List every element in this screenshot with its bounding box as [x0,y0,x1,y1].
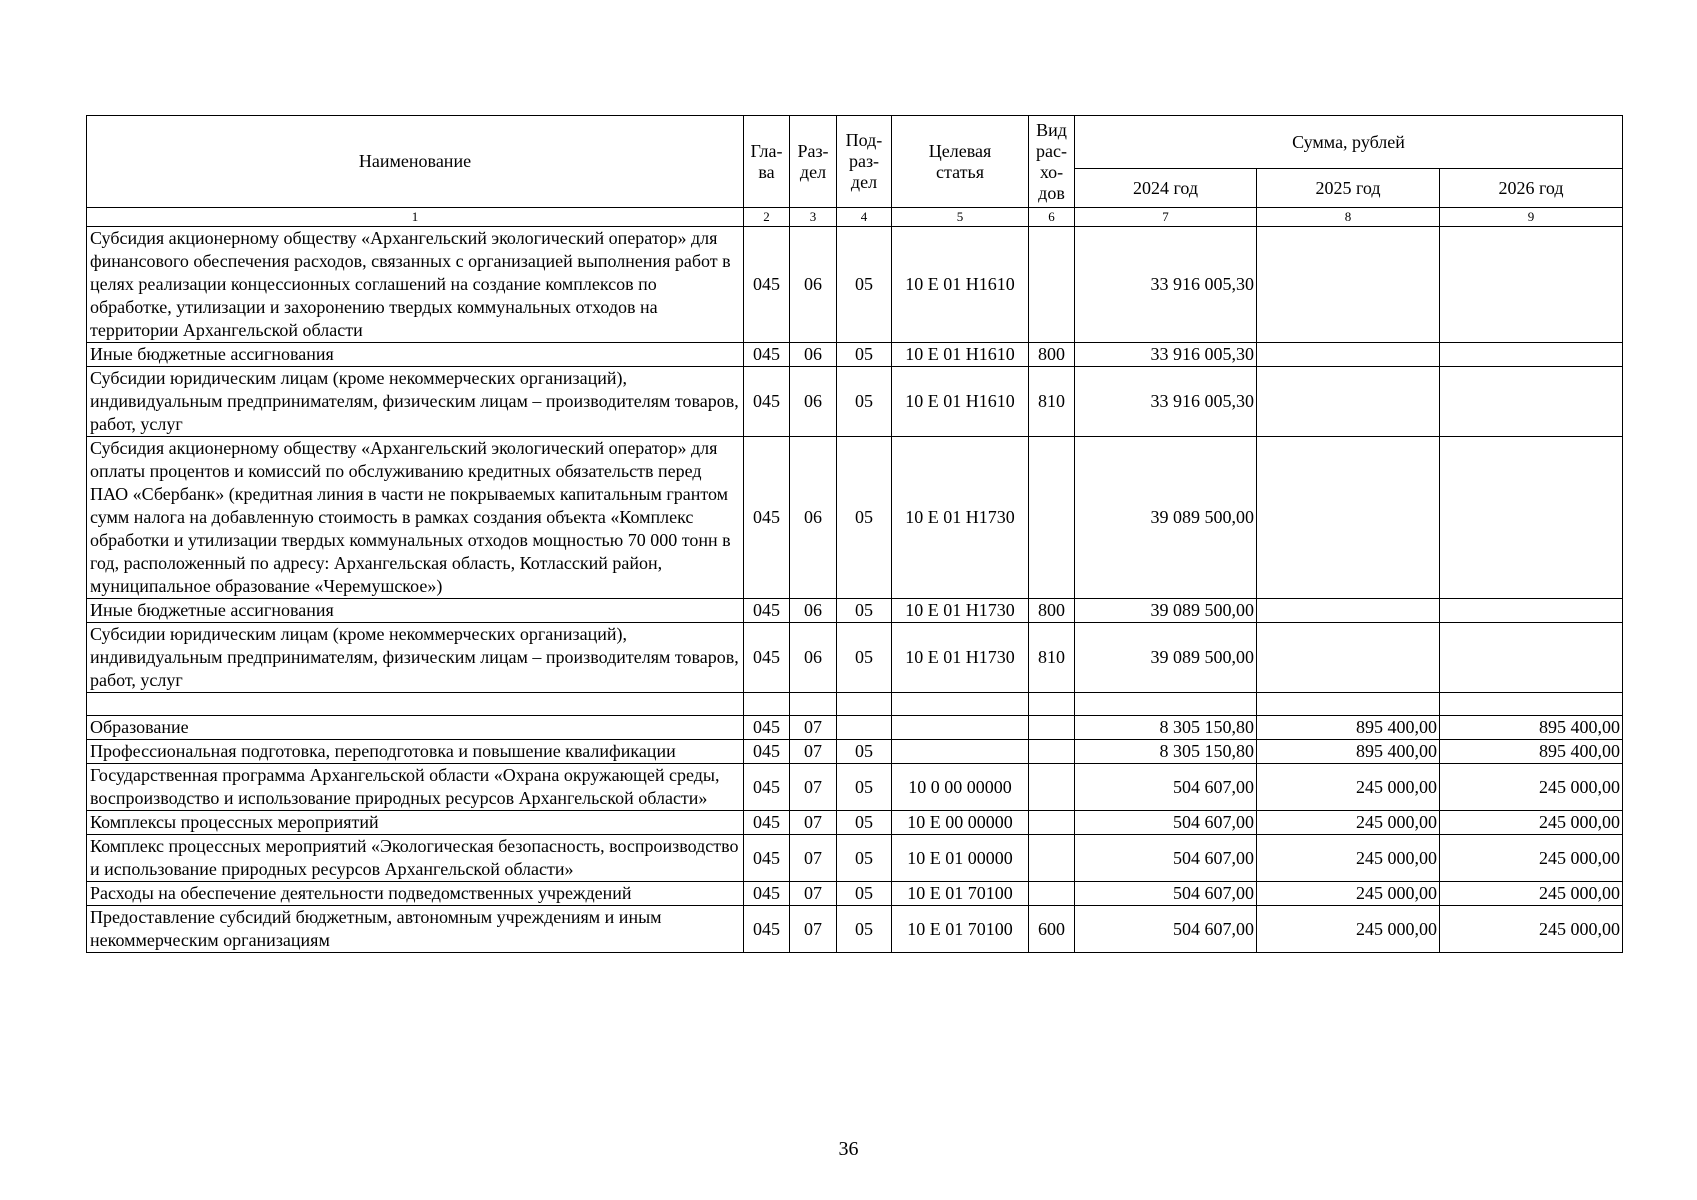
cell-sum-2025: 245 000,00 [1257,906,1440,953]
cell-sum-2026: 245 000,00 [1440,764,1623,811]
cell-vid-rashodov: 810 [1029,367,1075,437]
table-row [87,811,1623,835]
cell-sum-2025 [1257,227,1440,343]
cell-razdel: 06 [790,227,837,343]
cell-vid-rashodov [1029,835,1075,882]
header-year-2024: 2024 год [1075,169,1257,208]
cell-sum-2026 [1440,693,1623,716]
cell-glava: 045 [744,343,790,367]
cell-vid-rashodov: 600 [1029,906,1075,953]
cell-sum-2024: 8 305 150,80 [1075,740,1257,764]
cell-sum-2025 [1257,599,1440,623]
table-row [87,693,1623,716]
cell-podrazdel: 05 [837,740,892,764]
column-number: 3 [790,208,837,227]
cell-sum-2026: 895 400,00 [1440,716,1623,740]
cell-name: Профессиональная подготовка, переподготовка и повышение квалификации [87,740,744,764]
cell-celevaya-statya: 10 Е 00 00000 [892,811,1029,835]
cell-celevaya-statya: 10 Е 01 Н1730 [892,623,1029,693]
table-body [87,227,1623,953]
column-number: 5 [892,208,1029,227]
column-number: 2 [744,208,790,227]
cell-sum-2025 [1257,623,1440,693]
cell-sum-2026: 895 400,00 [1440,740,1623,764]
page-number: 36 [838,1138,859,1160]
header-razdel: Раз- дел [790,116,837,208]
cell-sum-2025 [1257,437,1440,599]
cell-sum-2026 [1440,227,1623,343]
cell-celevaya-statya: 10 Е 01 Н1610 [892,343,1029,367]
cell-name: Иные бюджетные ассигнования [87,599,744,623]
table-row [87,835,1623,882]
cell-sum-2024: 33 916 005,30 [1075,367,1257,437]
cell-sum-2026 [1440,599,1623,623]
cell-name: Комплекс процессных мероприятий «Экологическая безопасность, воспроизводство и использование природных ресурсов Архангельской области» [87,835,744,882]
cell-vid-rashodov [1029,740,1075,764]
cell-razdel: 07 [790,882,837,906]
cell-vid-rashodov [1029,693,1075,716]
header-glava: Гла- ва [744,116,790,208]
cell-sum-2026: 245 000,00 [1440,906,1623,953]
cell-sum-2025 [1257,343,1440,367]
table-row [87,906,1623,953]
header-summa: Сумма, рублей [1075,116,1623,169]
cell-glava: 045 [744,227,790,343]
cell-sum-2026 [1440,343,1623,367]
cell-podrazdel: 05 [837,623,892,693]
cell-sum-2026: 245 000,00 [1440,882,1623,906]
cell-sum-2025 [1257,693,1440,716]
cell-sum-2024: 39 089 500,00 [1075,437,1257,599]
column-number: 6 [1029,208,1075,227]
cell-razdel: 07 [790,835,837,882]
cell-name [87,693,744,716]
cell-glava: 045 [744,716,790,740]
cell-celevaya-statya: 10 0 00 00000 [892,764,1029,811]
cell-vid-rashodov [1029,437,1075,599]
column-number-row [87,208,1623,227]
table-row [87,367,1623,437]
cell-podrazdel: 05 [837,835,892,882]
cell-name: Иные бюджетные ассигнования [87,343,744,367]
cell-vid-rashodov: 800 [1029,343,1075,367]
column-number: 7 [1075,208,1257,227]
cell-name: Расходы на обеспечение деятельности подведомственных учреждений [87,882,744,906]
table-row [87,227,1623,343]
cell-razdel: 07 [790,811,837,835]
header-year-2025: 2025 год [1257,169,1440,208]
cell-glava: 045 [744,599,790,623]
cell-vid-rashodov [1029,882,1075,906]
cell-podrazdel: 05 [837,811,892,835]
table-row [87,716,1623,740]
cell-name: Предоставление субсидий бюджетным, автономным учреждениям и иным некоммерческим организациям [87,906,744,953]
column-number: 9 [1440,208,1623,227]
cell-sum-2025: 245 000,00 [1257,882,1440,906]
cell-razdel: 06 [790,623,837,693]
cell-sum-2024: 39 089 500,00 [1075,623,1257,693]
cell-celevaya-statya [892,693,1029,716]
cell-podrazdel: 05 [837,367,892,437]
cell-razdel: 06 [790,437,837,599]
cell-razdel: 06 [790,599,837,623]
cell-glava: 045 [744,906,790,953]
cell-razdel [790,693,837,716]
cell-celevaya-statya [892,740,1029,764]
cell-razdel: 06 [790,367,837,437]
cell-podrazdel: 05 [837,906,892,953]
cell-razdel: 06 [790,343,837,367]
cell-razdel: 07 [790,906,837,953]
header-vid-rashodov: Вид рас- хо- дов [1029,116,1075,208]
cell-sum-2026: 245 000,00 [1440,835,1623,882]
cell-sum-2025: 895 400,00 [1257,716,1440,740]
cell-glava [744,693,790,716]
cell-celevaya-statya: 10 Е 01 70100 [892,882,1029,906]
cell-sum-2025: 245 000,00 [1257,811,1440,835]
cell-name: Субсидии юридическим лицам (кроме некоммерческих организаций), индивидуальным предпринимателям, физическим лицам – производителям товаров, работ, услуг [87,623,744,693]
cell-vid-rashodov [1029,811,1075,835]
cell-razdel: 07 [790,740,837,764]
table-row [87,740,1623,764]
cell-podrazdel [837,693,892,716]
cell-name: Государственная программа Архангельской области «Охрана окружающей среды, воспроизводство и использование природных ресурсов Архангельской области» [87,764,744,811]
cell-podrazdel: 05 [837,599,892,623]
cell-name: Образование [87,716,744,740]
table-row [87,882,1623,906]
cell-glava: 045 [744,882,790,906]
cell-glava: 045 [744,764,790,811]
cell-glava: 045 [744,811,790,835]
cell-glava: 045 [744,740,790,764]
cell-razdel: 07 [790,764,837,811]
cell-sum-2024: 504 607,00 [1075,835,1257,882]
cell-name: Комплексы процессных мероприятий [87,811,744,835]
cell-celevaya-statya: 10 Е 01 Н1610 [892,367,1029,437]
cell-sum-2024: 504 607,00 [1075,764,1257,811]
header-name: Наименование [87,116,744,208]
cell-celevaya-statya: 10 Е 01 Н1730 [892,599,1029,623]
cell-name: Субсидии юридическим лицам (кроме некоммерческих организаций), индивидуальным предпринимателям, физическим лицам – производителям товаров, работ, услуг [87,367,744,437]
cell-sum-2026 [1440,437,1623,599]
cell-celevaya-statya: 10 Е 01 70100 [892,906,1029,953]
cell-name: Субсидия акционерному обществу «Архангельский экологический оператор» для финансового обеспечения расходов, связанных с организацией выполнения работ в целях реализации концессионных соглашений на создание комплексов по обработке, утилизации и захоронению твердых коммунальных отходов на территории Архангельской области [87,227,744,343]
cell-podrazdel: 05 [837,437,892,599]
cell-sum-2024: 8 305 150,80 [1075,716,1257,740]
header-row-1 [87,116,1623,169]
cell-vid-rashodov: 810 [1029,623,1075,693]
table-row [87,599,1623,623]
table-header [87,116,1623,227]
cell-glava: 045 [744,367,790,437]
cell-celevaya-statya [892,716,1029,740]
table-row [87,623,1623,693]
cell-podrazdel: 05 [837,227,892,343]
table-row [87,764,1623,811]
cell-sum-2024 [1075,693,1257,716]
cell-glava: 045 [744,623,790,693]
column-number: 4 [837,208,892,227]
cell-vid-rashodov [1029,764,1075,811]
cell-sum-2025: 245 000,00 [1257,835,1440,882]
cell-sum-2026: 245 000,00 [1440,811,1623,835]
cell-celevaya-statya: 10 Е 01 Н1610 [892,227,1029,343]
cell-podrazdel: 05 [837,764,892,811]
cell-sum-2025: 895 400,00 [1257,740,1440,764]
column-number: 8 [1257,208,1440,227]
cell-sum-2026 [1440,367,1623,437]
cell-sum-2024: 504 607,00 [1075,882,1257,906]
header-year-2026: 2026 год [1440,169,1623,208]
cell-sum-2025: 245 000,00 [1257,764,1440,811]
cell-vid-rashodov: 800 [1029,599,1075,623]
cell-celevaya-statya: 10 Е 01 Н1730 [892,437,1029,599]
cell-sum-2026 [1440,623,1623,693]
cell-sum-2024: 39 089 500,00 [1075,599,1257,623]
cell-sum-2024: 33 916 005,30 [1075,227,1257,343]
cell-sum-2024: 504 607,00 [1075,811,1257,835]
cell-celevaya-statya: 10 Е 01 00000 [892,835,1029,882]
column-number: 1 [87,208,744,227]
table-row [87,343,1623,367]
cell-sum-2024: 33 916 005,30 [1075,343,1257,367]
cell-vid-rashodov [1029,716,1075,740]
cell-podrazdel [837,716,892,740]
cell-vid-rashodov [1029,227,1075,343]
cell-podrazdel: 05 [837,343,892,367]
cell-razdel: 07 [790,716,837,740]
cell-name: Субсидия акционерному обществу «Архангельский экологический оператор» для оплаты процентов и комиссий по обслуживанию кредитных обязательств перед ПАО «Сбербанк» (кредитная линия в части не покрываемых капитальным грантом сумм налога на добавленную стоимость в рамках создания объекта «Комплекс обработки и утилизации твердых коммунальных отходов мощностью 70 000 тонн в год, расположенный по адресу: Архангельская область, Котласский район, муниципальное образование «Черемушское») [87,437,744,599]
cell-sum-2025 [1257,367,1440,437]
header-podrazdel: Под- раз- дел [837,116,892,208]
table-row [87,437,1623,599]
cell-glava: 045 [744,835,790,882]
header-celevaya-statya: Целевая статья [892,116,1029,208]
cell-sum-2024: 504 607,00 [1075,906,1257,953]
cell-glava: 045 [744,437,790,599]
budget-table [86,115,1623,953]
cell-podrazdel: 05 [837,882,892,906]
